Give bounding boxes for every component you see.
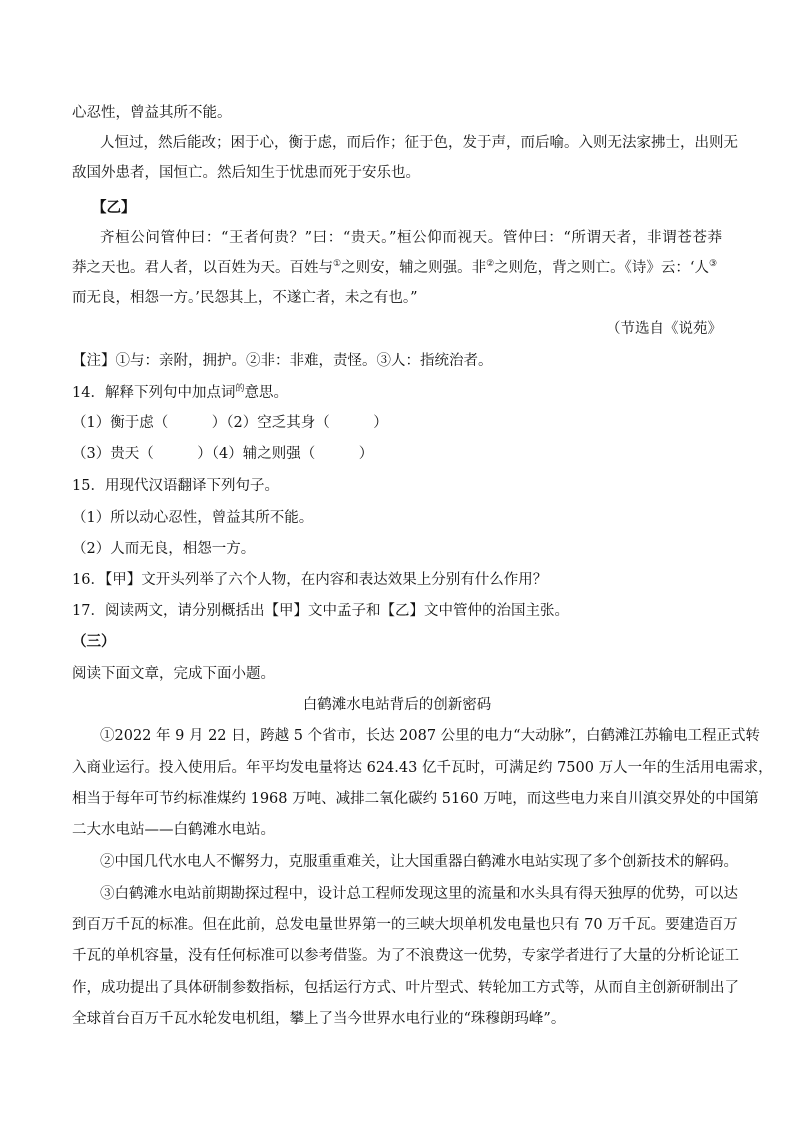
question-text: 意思。 [244, 385, 288, 401]
yi-text-line: 齐桓公问管仲曰：“王者何贵？”曰：“贵天。”桓公仰而视天。管仲曰：“所谓天者，非谓苍苍莽 [100, 230, 722, 246]
source-citation: （节选自《说苑》 [606, 321, 722, 337]
section-header: （三） [72, 633, 116, 650]
article-paragraph-line: 全球首台百万千瓦水轮发电机组，攀上了当今世界水电行业的“珠穆朗玛峰”。 [72, 1011, 566, 1027]
footnote-marker: ① [333, 259, 342, 269]
question-16: 16．【甲】文开头列举了六个人物，在内容和表达效果上分别有什么作用？ [72, 572, 548, 588]
question-15-item: （2）人而无良，相怨一方。 [72, 541, 256, 557]
question-superscript: 的 [235, 384, 245, 394]
article-paragraph-line: ②中国几代水电人不懈努力，克服重重难关，让大国重器白鹤滩水电站实现了多个创新技术的解码。 [100, 854, 738, 870]
article-paragraph-line: ①2022 年 9 月 22 日，跨越 5 个省市，长达 2087 公里的电力“大动脉”，白鹤滩江苏输电工程正式转 [100, 728, 761, 744]
jia-text-line: 敌国外患者，国恒亡。然后知生于忧患而死于安乐也。 [72, 165, 420, 181]
jia-text-line: 心忍性，曾益其所不能。 [72, 105, 232, 121]
question-14-item: （3）贵天（ ）（4）辅之则强（ ） [72, 446, 374, 462]
annotation-note: 【注】①与：亲附，拥护。②非：非难，责怪。③人：指统治者。 [72, 353, 493, 369]
yi-text-segment: 莽之天也。君人者，以百姓为天。百姓与 [72, 260, 333, 276]
article-paragraph-line: 相当于每年可节约标准煤约 1968 万吨、减排二氧化碳约 5160 万吨，而这些电力来自川滇交界处的中国第 [72, 791, 759, 807]
jia-text-line: 人恒过，然后能改；困于心，衡于虑，而后作；征于色，发于声，而后喻。入则无法家拂士，出则无 [100, 135, 738, 151]
article-paragraph-line: ③白鹤滩水电站前期勘探过程中，设计总工程师发现这里的流量和水头具有得天独厚的优势，可以达 [100, 886, 738, 902]
section-instruction: 阅读下面文章，完成下面小题。 [72, 666, 275, 682]
question-14-item: （1）衡于虑（ ）（2）空乏其身（ ） [72, 415, 388, 431]
yi-text-segment: 之则危，背之则亡。《诗》云：‘人 [494, 260, 710, 276]
article-title: 白鹤滩水电站背后的创新密码 [302, 697, 492, 713]
article-paragraph-line: 入商业运行。投入使用后。年平均发电量将达 624.43 亿千瓦时，可满足约 7500 万人一年的生活用电需求， [72, 760, 773, 776]
yi-text-line: 而无良，相怨一方。’民怨其上，不遂亡者，未之有也。” [72, 290, 418, 306]
article-paragraph-line: 千瓦的单机容量，没有任何标准可以参考借鉴。为了不浪费这一优势，专家学者进行了大量的分析论证工 [72, 948, 739, 964]
question-text: 14．解释下列句中加点词 [72, 385, 236, 401]
footnote-marker: ② [486, 259, 495, 269]
article-paragraph-line: 到百万千瓦的标准。但在此前，总发电量世界第一的三峡大坝单机发电量也只有 70 万千瓦。要建造百万 [72, 917, 738, 933]
yi-text-segment: 之则安，辅之则强。非 [341, 260, 487, 276]
footnote-marker: ③ [709, 259, 718, 269]
question-15-item: （1）所以动心忍性，曾益其所不能。 [72, 510, 314, 526]
article-paragraph-line: 作，成功提出了具体研制参数指标，包括运行方式、叶片型式、转轮加工方式等，从而自主创新研制出了 [72, 980, 739, 996]
yi-text-line [72, 258, 722, 278]
question-14 [72, 383, 722, 403]
question-15: 15．用现代汉语翻译下列句子。 [72, 478, 279, 494]
article-paragraph-line: 二大水电站——白鹤滩水电站。 [72, 822, 275, 838]
yi-section-header: 【乙】 [92, 199, 136, 216]
question-17: 17．阅读两文，请分别概括出【甲】文中孟子和【乙】文中管仲的治国主张。 [72, 603, 569, 619]
